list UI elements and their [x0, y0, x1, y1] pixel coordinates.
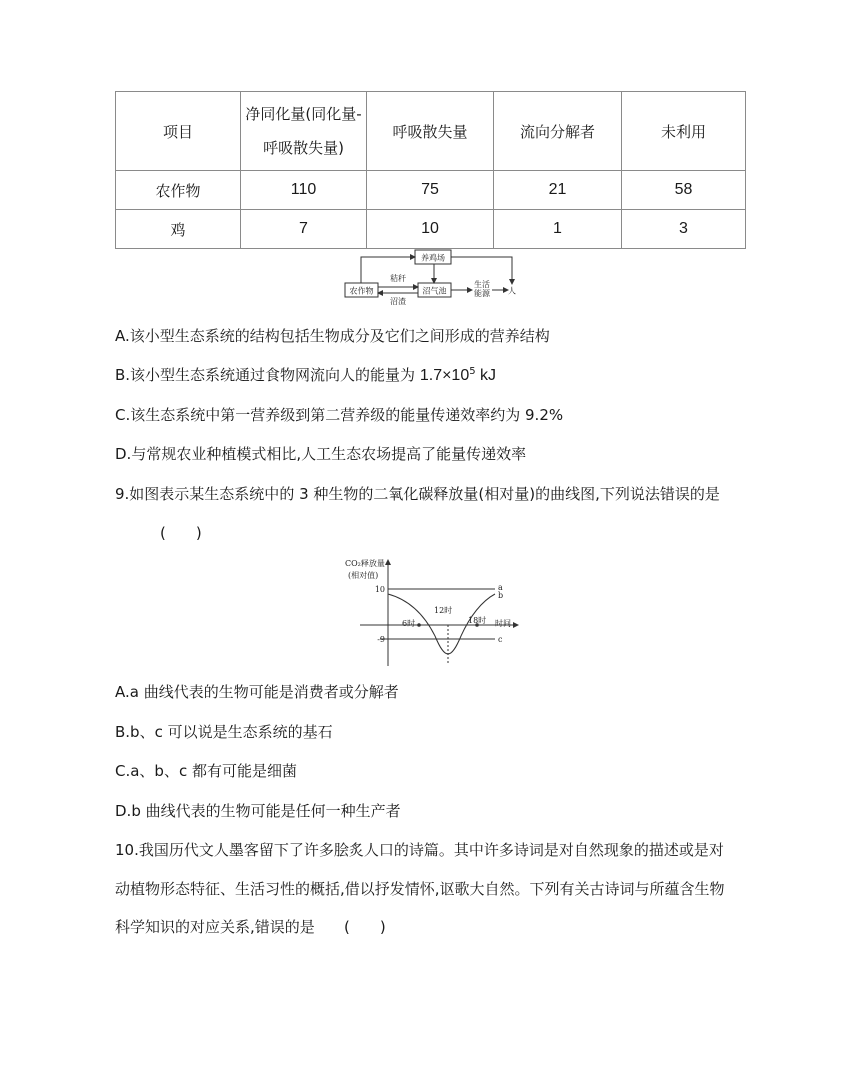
- header-cell: 呼吸散失量: [367, 92, 494, 171]
- table-cell: 1: [494, 210, 622, 249]
- question-10-line: 科学知识的对应关系,错误的是: [115, 918, 315, 936]
- header-cell-line: 净同化量(同化量-: [245, 105, 362, 123]
- node-label: 养鸡场: [421, 253, 445, 263]
- table-cell: 21: [494, 171, 622, 210]
- edge-label: 秸秆: [390, 274, 406, 283]
- header-cell-line: 呼吸散失量): [263, 139, 344, 157]
- question-9-stem: 9.如图表示某生态系统中的 3 种生物的二氧化碳释放量(相对量)的曲线图,下列说法错误的是: [115, 485, 720, 503]
- table-cell: 鸡: [116, 210, 241, 249]
- node-label: 能源: [474, 289, 490, 298]
- co2-curve-chart: [340, 556, 520, 668]
- node-label: 沼气池: [422, 286, 447, 296]
- curve-label: a: [498, 583, 503, 592]
- q9-option-c: C.a、b、c 都有可能是细菌: [115, 762, 297, 780]
- option-unit: kJ: [475, 367, 497, 384]
- option-exponent: 5: [469, 366, 476, 377]
- node-label: 人: [508, 286, 516, 296]
- edge-crops-to-farm: [361, 257, 415, 283]
- header-cell: 未利用: [622, 92, 746, 171]
- table-row: [116, 171, 746, 210]
- y-axis-title: CO₂释放量: [345, 559, 385, 568]
- table-cell: 110: [241, 171, 367, 210]
- option-d: D.与常规农业种植模式相比,人工生态农场提高了能量传递效率: [115, 445, 527, 463]
- option-value: 1.7×10: [419, 367, 470, 384]
- x-axis-title: 时间: [495, 619, 511, 628]
- option-c: C.该生态系统中第一营养级到第二营养级的能量传递效率约为 9.2%: [115, 406, 564, 424]
- curve-label: c: [498, 635, 503, 644]
- answer-blank: ( ): [160, 524, 202, 542]
- table-header-row: [116, 92, 746, 171]
- time-label: 12时: [434, 606, 453, 615]
- time-label: 6时: [402, 619, 416, 628]
- table-cell: 农作物: [116, 171, 241, 210]
- time-label: 18时: [468, 616, 487, 625]
- edge-label: 沼渣: [390, 297, 406, 306]
- y-tick-label: 10: [374, 585, 385, 594]
- table-cell: 7: [241, 210, 367, 249]
- option-a: A.该小型生态系统的结构包括生物成分及它们之间形成的营养结构: [115, 327, 550, 345]
- point-6h: [417, 623, 421, 627]
- option-text: B.该小型生态系统通过食物网流向人的能量为: [115, 366, 420, 384]
- answer-blank: ( ): [344, 918, 386, 936]
- header-cell: 流向分解者: [494, 92, 622, 171]
- node-label: 农作物: [349, 286, 374, 296]
- header-cell: [241, 92, 367, 171]
- table-cell: 3: [622, 210, 746, 249]
- table-cell: 10: [367, 210, 494, 249]
- node-label: 生活: [474, 280, 490, 289]
- energy-table: [115, 91, 746, 249]
- y-tick-label: -9: [377, 635, 385, 644]
- y-axis-subtitle: (相对值): [348, 571, 379, 580]
- q9-option-b: B.b、c 可以说是生态系统的基石: [115, 723, 333, 741]
- option-b: [115, 364, 496, 385]
- table-cell: 75: [367, 171, 494, 210]
- q9-option-a: A.a 曲线代表的生物可能是消费者或分解者: [115, 683, 399, 701]
- table-row: [116, 210, 746, 249]
- curve-label: b: [498, 591, 504, 600]
- question-10-line: 动植物形态特征、生活习性的概括,借以抒发情怀,讴歌大自然。下列有关古诗词与所蕴含生物: [115, 880, 725, 898]
- flow-diagram: [340, 248, 530, 310]
- question-10-line: 10.我国历代文人墨客留下了许多脍炙人口的诗篇。其中许多诗词是对自然现象的描述或是对: [115, 841, 724, 859]
- q9-option-d: D.b 曲线代表的生物可能是任何一种生产者: [115, 802, 401, 820]
- header-cell: 项目: [116, 92, 241, 171]
- table-cell: 58: [622, 171, 746, 210]
